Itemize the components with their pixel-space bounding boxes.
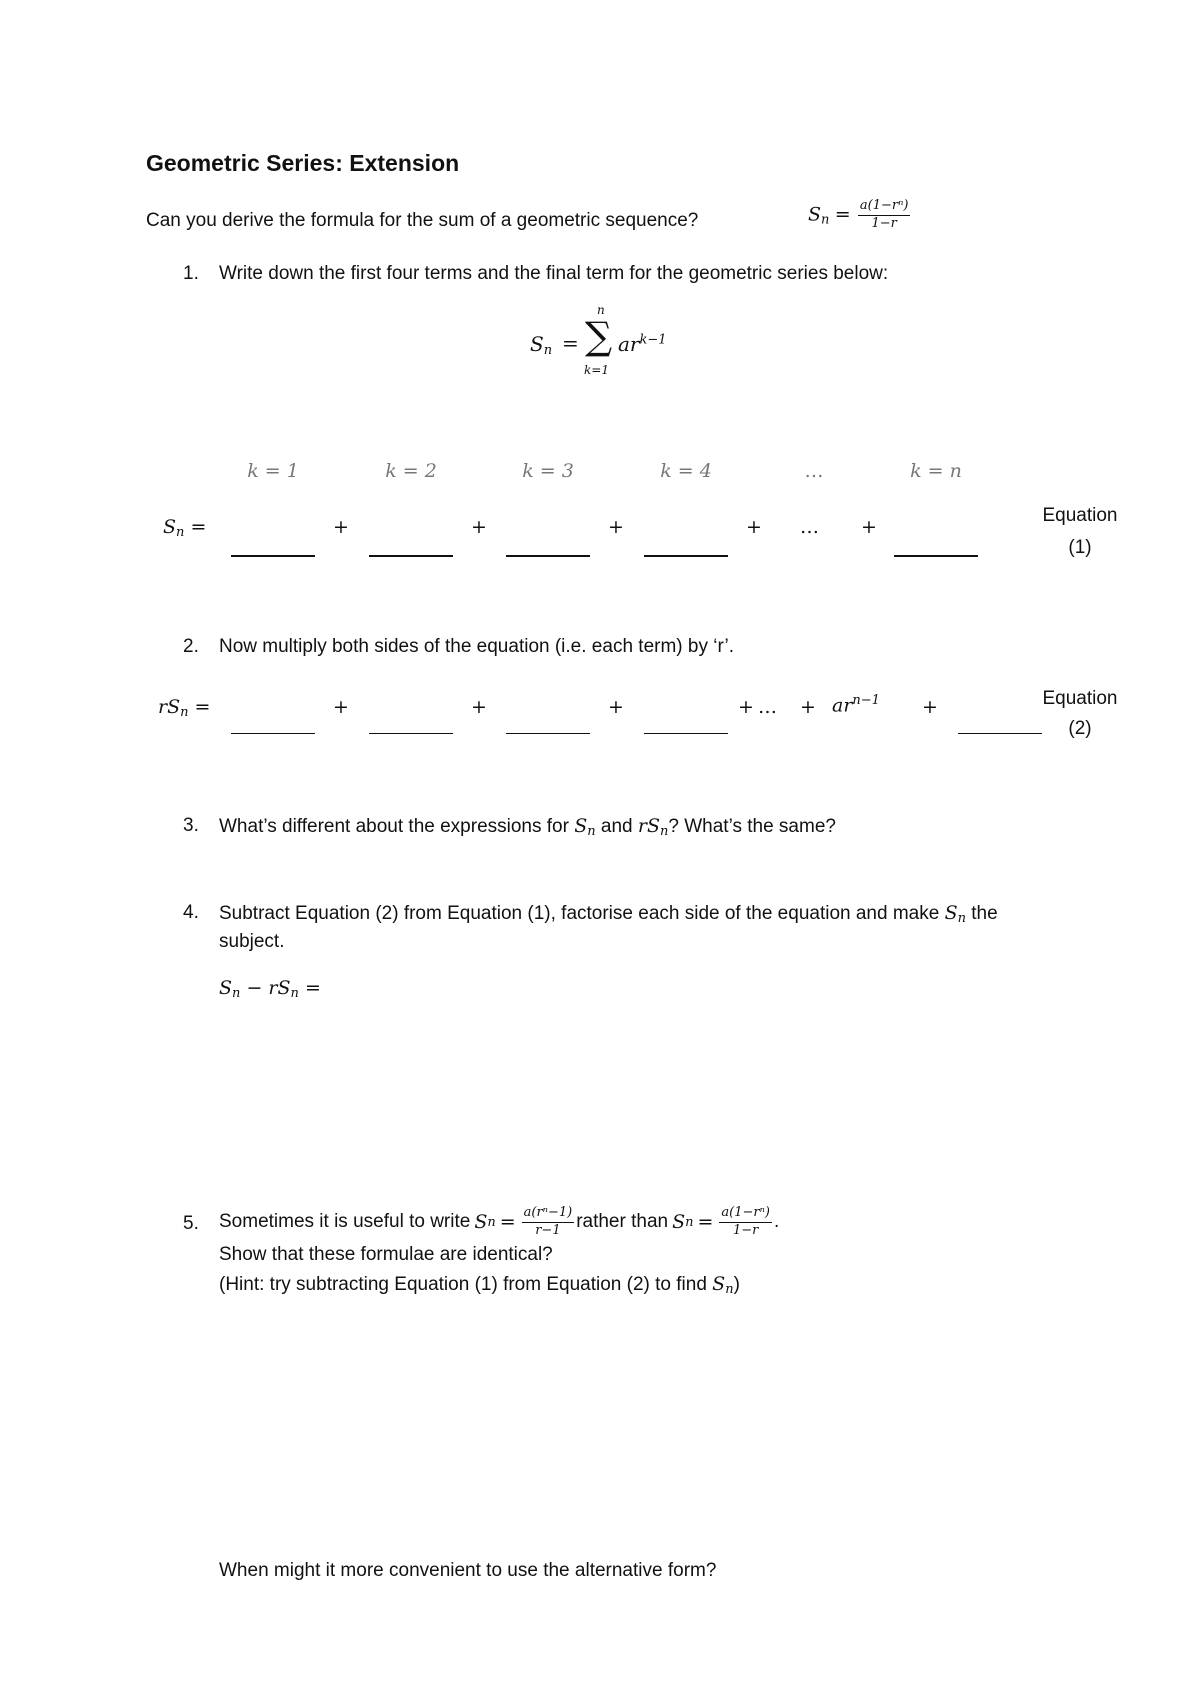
k-label-n: k = n [910,460,962,482]
eq1-lhs: $S_n$ = [163,516,207,540]
k-label-4: k = 4 [660,460,712,482]
q4-working-line[interactable]: $S_n - rS_n$ = [219,977,321,1001]
eq1-blank-term-1[interactable] [231,555,315,557]
k-label-3: k = 3 [522,460,574,482]
intro-question: Can you derive the formula for the sum of a geometric sequence? [146,210,699,231]
closing-question: When might it more convenient to use the alternative form? [219,1560,717,1581]
equation-1-number: (1) [1068,537,1092,558]
eq1-blank-term-3[interactable] [506,555,590,557]
eq2-blank-term-4[interactable] [644,733,728,734]
q3-text: What’s different about the expressions for $S_n$ and $rS_n$? What’s the same? [219,815,836,839]
eq2-plus-3: + [608,696,624,718]
equation-1-label: Equation [1042,505,1118,526]
alt-formula-fraction: $\frac{\text{a(rⁿ−1)}}{r-1}$ [523,1204,573,1238]
eq1-blank-term-2[interactable] [369,555,453,557]
q3-number: 3. [183,815,199,836]
equation-2-label: Equation [1042,688,1118,709]
q5-text-line1: Sometimes it is useful to write S n = $\frac{\text{a(rⁿ−1)}}{r-1}$ rather than S n = $\frac{\text{a(1−rⁿ)}}{1-r}$ . [219,1204,780,1238]
q1-text: Write down the first four terms and the final term for the geometric series below: [219,263,889,284]
k-label-2: k = 2 [385,460,437,482]
k-label-1: k = 1 [247,460,299,482]
q4-number: 4. [183,902,199,923]
eq1-plus-4: + [746,516,762,538]
intro-formula: $S_n$ = $\frac{\text{a(1−rⁿ)}}{1-r}$ [808,198,909,231]
eq2-plus-6: + [922,696,938,718]
sigma-sum-formula: $S_n$ = n ∑ k=1 $ar^{k-1}$ [530,303,667,377]
eq1-blank-term-4[interactable] [644,555,728,557]
eq2-plus-2: + [471,696,487,718]
k-label-ellipsis: … [804,460,824,482]
standard-formula-fraction: $\frac{\text{a(1−rⁿ)}}{1-r}$ [721,1204,770,1238]
eq1-plus-1: + [333,516,349,538]
eq2-plus-1: + [333,696,349,718]
q4-text-line1: Subtract Equation (2) from Equation (1), factorise each side of the equation and make $S_n$ the [219,902,998,926]
q5-text-line2: Show that these formulae are identical? [219,1244,553,1265]
equation-2-number: (2) [1068,718,1092,739]
eq2-lhs: $rS_n$ = [158,696,211,720]
eq2-plus-4: + [738,696,754,718]
q2-text: Now multiply both sides of the equation (i.e. each term) by ‘r’. [219,636,734,657]
eq1-ellipsis: … [800,516,819,538]
eq1-blank-final-term[interactable] [894,555,978,557]
eq1-plus-2: + [471,516,487,538]
eq2-blank-term-1[interactable] [231,733,315,734]
eq2-plus-5: + [800,696,816,718]
q5-hint: (Hint: try subtracting Equation (1) from Equation (2) to find $S_n$) [219,1273,740,1297]
eq2-known-term: $ar^{n-1}$ [832,693,880,717]
eq1-plus-5: + [861,516,877,538]
eq2-ellipsis: … [758,696,777,718]
q4-text-line2: subject. [219,931,285,952]
eq2-blank-term-2[interactable] [369,733,453,734]
eq2-blank-term-3[interactable] [506,733,590,734]
page-title: Geometric Series: Extension [146,150,460,176]
q5-number: 5. [183,1213,199,1234]
eq1-plus-3: + [608,516,624,538]
q2-number: 2. [183,636,199,657]
q1-number: 1. [183,263,199,284]
